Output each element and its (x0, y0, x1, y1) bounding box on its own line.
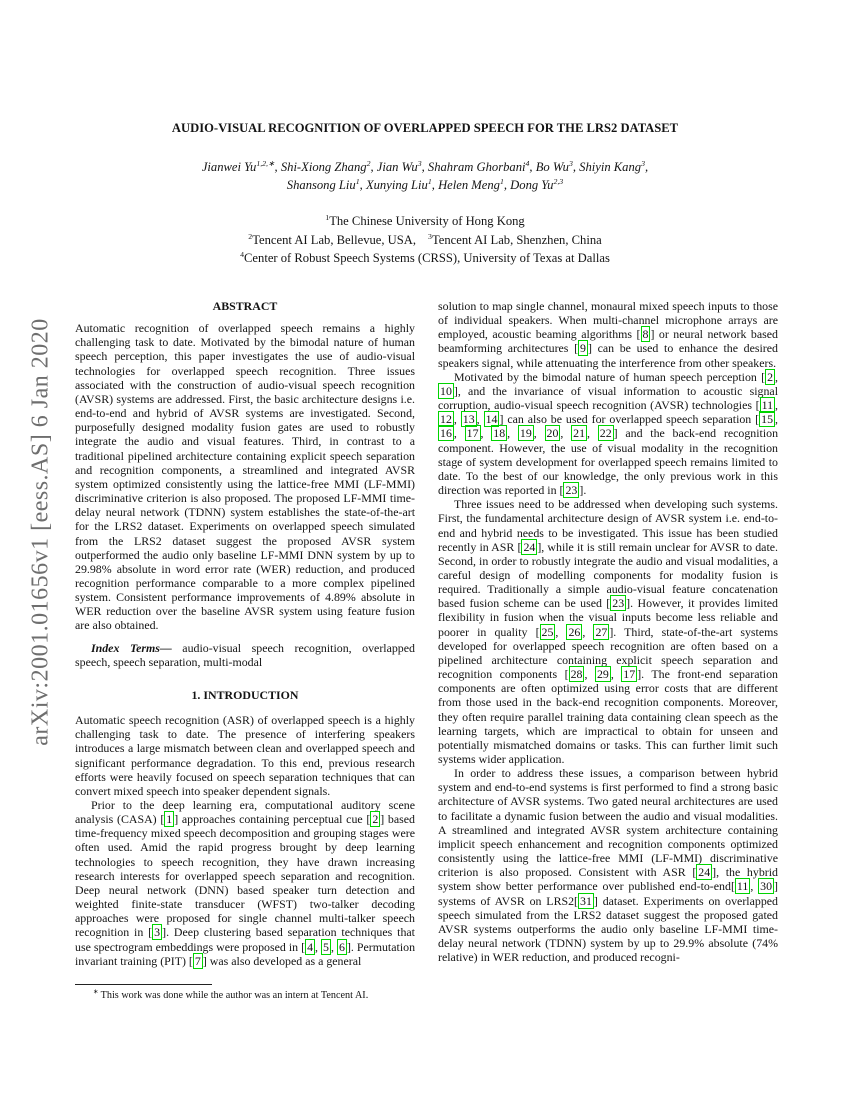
citation-ref[interactable]: 5 (323, 939, 329, 954)
paper-title: AUDIO-VISUAL RECOGNITION OF OVERLAPPED SPEECH FOR THE LRS2 DATASET (171, 121, 679, 135)
index-terms-text: audio-visual speech recognition, overlapped speech, speech separation, multi-modal (75, 640, 415, 669)
citation-ref[interactable]: 6 (338, 939, 345, 954)
citation-ref[interactable]: 30 (760, 879, 773, 894)
affiliation-name: Center of Robust Speech Systems (CRSS), University of Texas at Dallas (244, 251, 610, 265)
author-affil-superscript: 2 (366, 158, 371, 168)
affiliation-line (65, 231, 785, 250)
citation-ref[interactable]: 8 (642, 327, 649, 342)
footnote-rule (75, 984, 212, 985)
citation-ref[interactable]: 20 (546, 426, 559, 441)
introduction-heading: 1. INTRODUCTION (191, 687, 299, 702)
citation-ref[interactable]: 10 (440, 383, 452, 398)
author-affil-superscript: 1 (355, 176, 360, 186)
author-name: Shahram Ghorbani (427, 160, 526, 174)
affiliation-superscript: 4 (240, 249, 245, 259)
citation-ref[interactable]: 2 (767, 369, 774, 384)
citation-ref[interactable]: 9 (580, 341, 586, 356)
author-affil-superscript: 3 (568, 158, 573, 168)
author-block (65, 158, 785, 194)
paragraph: solution to map single channel, monaural mixed speech inputs to those of individual speakers. When multi-channel microphone arrays are employed, acoustic beaming algorithms [ 8 ] or neural network based beamforming architectures [ 9 ] can be used to enhance the desired speakers signal, while attenuating the interference from other speakers. (438, 299, 778, 370)
abstract-heading: ABSTRACT (212, 299, 278, 313)
footnote (75, 990, 415, 1003)
paragraph: Automatic recognition of overlapped speech remains a highly challenging task to date. Motivated by the bimodal nature of human speech perception, this paper investigates the use of audio-visual technologies for overlapped speech recognition. Three issues associated with the construction of audio-visual speech recognition (AVSR) systems are addressed. First, the basic architecture designs i.e. end-to-end and hybrid of AVSR systems are investigated. Second, purposefully designed modality fusion gates are used to robustly integrate the audio and visual features. Third, in contrast to a traditional pipelined architecture containing explicit speech separation and recognition components, a streamlined and integrated AVSR system optimized consistently using the lattice-free MMI (LF-MMI) discriminative criterion is also proposed. The proposed LF-MMI time-delay neural network (TDNN) system establishes the state-of-the-art for the LRS2 dataset. Experiments on overlapped speech simulated from the LRS2 dataset suggest the proposed AVSR system outperformed the audio only baseline LF-MMI DNN system by up to 29.98% absolute in word error rate (WER) reduction, and produced recognition performance comparable to a more complex pipelined system. Consistent performance improvements of 4.89% absolute in WER reduction over the baseline AVSR system using feature fusion are also obtained. (75, 321, 415, 633)
author-name: Jian Wu (376, 160, 418, 174)
citation-ref[interactable]: 27 (595, 624, 608, 639)
citation-ref[interactable]: 21 (573, 426, 586, 441)
arxiv-stamp: arXiv:2001.01656v1 [eess.AS] 6 Jan 2020 (27, 318, 54, 746)
author-name: Shiyin Kang (579, 160, 642, 174)
author-name: Jianwei Yu (201, 160, 257, 174)
author-affil-superscript: 2,3 (553, 176, 564, 186)
citation-ref[interactable]: 26 (568, 624, 581, 639)
affiliation-line (65, 249, 785, 268)
citation-ref[interactable]: 24 (698, 865, 711, 880)
citation-ref[interactable]: 31 (580, 893, 592, 908)
citation-ref[interactable]: 4 (307, 939, 314, 954)
citation-ref[interactable]: 14 (485, 412, 498, 427)
abstract-text (75, 321, 415, 632)
citation-ref[interactable]: 25 (541, 624, 554, 639)
author-affil-superscript: 1 (499, 176, 504, 186)
author-affil-superscript: 3 (641, 158, 645, 168)
author-affil-superscript: 1,2,∗ (256, 158, 275, 168)
author-affil-superscript: 3 (417, 158, 422, 168)
citation-ref[interactable]: 17 (466, 426, 479, 441)
right-column (438, 299, 778, 964)
author-affil-superscript: 1 (427, 176, 432, 186)
paragraph: Automatic speech recognition (ASR) of overlapped speech is a highly challenging task to date. The presence of interfering speakers introduces a large mismatch between clean and overlapped speech and significant performance degradation. To this end, previous research efforts were heavily focused on speech separation techniques that can convert mixed speech into speaker dependent signals. (75, 713, 415, 798)
author-line: Shansong Liu$^1$, Xunying Liu$^1$, Helen Meng$^1$, Dong Yu$^{2,3}$ (286, 176, 564, 192)
citation-ref[interactable]: 19 (519, 426, 532, 441)
left-column (75, 299, 415, 968)
citation-ref[interactable]: 11 (736, 879, 749, 894)
citation-ref[interactable]: 17 (623, 667, 636, 682)
affiliation-line (65, 212, 785, 231)
citation-ref[interactable]: 28 (570, 667, 583, 682)
author-name: Shi-Xiong Zhang (280, 160, 367, 174)
affiliation-superscript: 2 (248, 231, 253, 241)
citation-ref[interactable]: 12 (440, 412, 452, 427)
paragraph: In order to address these issues, a comparison between hybrid system and end-to-end systems is first performed to find a strong basic architecture of AVSR systems. Two gated neural architectures are used to facilitate a dynamic fusion between the audio and visual modalities. A streamlined and integrated AVSR system architecture containing implicit speech enhancement and recognition components optimized consistently using the lattice-free MMI (LF-MMI) discriminative criterion is also proposed. Consistent with ASR [ 24 ], the hybrid system show better performance over published end-to-end[ 11 , 30 ] systems of AVSR on LRS2[ 31 ] dataset. Experiments on overlapped speech simulated from the LRS2 dataset suggest the proposed gated AVSR systems outperforms the audio only baseline LF-MMI time-delay neural network (TDNN) system by up to 29.9% absolute (74% relative) in WER reduction, and produced recogni- (438, 766, 778, 965)
introduction-text (75, 713, 415, 968)
citation-ref[interactable]: 15 (761, 412, 774, 427)
paragraph: Three issues need to be addressed when developing such systems. First, the fundamental architecture design of AVSR system i.e. end-to-end and hybrid needs to be investigated. This issue has been studied recently in ASR [ 24 ], while it is still remain unclear for AVSR to date. Second, in order to robustly integrate the audio and visual modalities, a careful design of modelling components for modality fusion is required. Traditionally a simple audio-visual feature concatenation based fusion scheme can be used [ 23 ]. However, it provides limited flexibility in fusion when the visual inputs become less reliable and poorer in quality [ 25 , 26 , 27 ]. Third, state-of-the-art systems developed for overlapped speech recognition are often based on a pipelined architecture containing explicit speech separation and recognition components [ 28 , 29 , 17 ]. The front-end separation components are often optimized using error costs that are different from those used in the back-end recognition components. Moreover, they often require parallel training data containing clean speech as the learning targets, which are impractical to obtain for unseen and potentially mismatched domains or tasks. This can further limit such systems wider application. (438, 497, 778, 766)
affiliation-name: Tencent AI Lab, Shenzhen, China (431, 232, 602, 247)
author-name: Shansong Liu (286, 178, 356, 192)
citation-ref[interactable]: 2 (372, 812, 379, 827)
citation-ref[interactable]: 13 (462, 412, 475, 427)
author-line: Jianwei $Yu^{1,2,∗}$, Shi-Xiong Zhang$^2$, Jian Wu$^3$, Shahram Ghorbani$^4$, Bo Wu$^3$, Shiyin Kang$^3$, (201, 158, 649, 174)
affiliation-block (65, 212, 785, 268)
footnote-text: This work was done while the author was an intern at Tencent AI. (98, 990, 369, 1001)
citation-ref[interactable]: 16 (440, 426, 452, 441)
citation-ref[interactable]: 1 (166, 812, 173, 827)
citation-ref[interactable]: 24 (523, 539, 536, 554)
author-name: Dong Yu (510, 178, 554, 192)
citation-ref[interactable]: 18 (493, 426, 506, 441)
citation-ref[interactable]: 29 (596, 667, 609, 682)
affiliation-superscript: 1 (325, 212, 330, 222)
index-terms-label: Index Terms— (91, 640, 172, 655)
citation-ref[interactable]: 11 (761, 398, 774, 413)
author-name: Bo Wu (535, 160, 569, 174)
author-affil-superscript: 4 (525, 158, 530, 168)
affiliation-name: Tencent AI Lab, Bellevue, USA, (252, 232, 417, 247)
paragraph: Prior to the deep learning era, computational auditory scene analysis (CASA) [ 1 ] approaches containing perceptual cue [ 2 ] based time-frequency mixed speech decomposition and grouping stages were often used. Amid the rapid progress brought by deep learning technologies to speech recognition, they have drawn increasing research interests for overlapped speech separation and recognition. Deep neural network (DNN) based speaker turn detection and weighted finite-state transducer (WFST) two-talker decoding approaches were proposed for single channel multi-talker speech recognition in [ 3 ]. Deep clustering based separation techniques that use spectrogram embeddings were proposed in [ 4 , 5 , 6 ]. Permutation invariant training (PIT) [ 7 ] was also developed as a general (75, 798, 416, 968)
index-terms (75, 641, 415, 669)
citation-ref[interactable]: 23 (612, 596, 625, 611)
paragraph: Motivated by the bimodal nature of human speech perception [ 2 , 10 ], and the invariance of visual information to acoustic signal corruption, audio-visual speech recognition (AVSR) technologies [ 11 , 12 , 13 , 14 ] can also be used for overlapped speech separation [ 15 , 16 , 17 , 18 , 19 , 20 , 21 , 22 ] and the back-end recognition component. However, the use of visual modality in the recognition stage of system development for overlapped speech remains limited to date. To the best of our knowledge, the only previous work in this direction was reported in [ 23 ]. (438, 369, 779, 498)
footnote-marker: ∗ (93, 988, 99, 996)
right-column-text (438, 299, 778, 964)
citation-ref[interactable]: 22 (599, 426, 612, 441)
citation-ref[interactable]: 7 (194, 953, 201, 968)
citation-ref[interactable]: 23 (565, 483, 578, 498)
author-name: Helen Meng (438, 178, 500, 192)
author-name: Xunying Liu (365, 178, 428, 192)
citation-ref[interactable]: 3 (154, 925, 161, 940)
affiliation-superscript: 3 (428, 231, 432, 241)
affiliation-name: The Chinese University of Hong Kong (329, 214, 525, 228)
